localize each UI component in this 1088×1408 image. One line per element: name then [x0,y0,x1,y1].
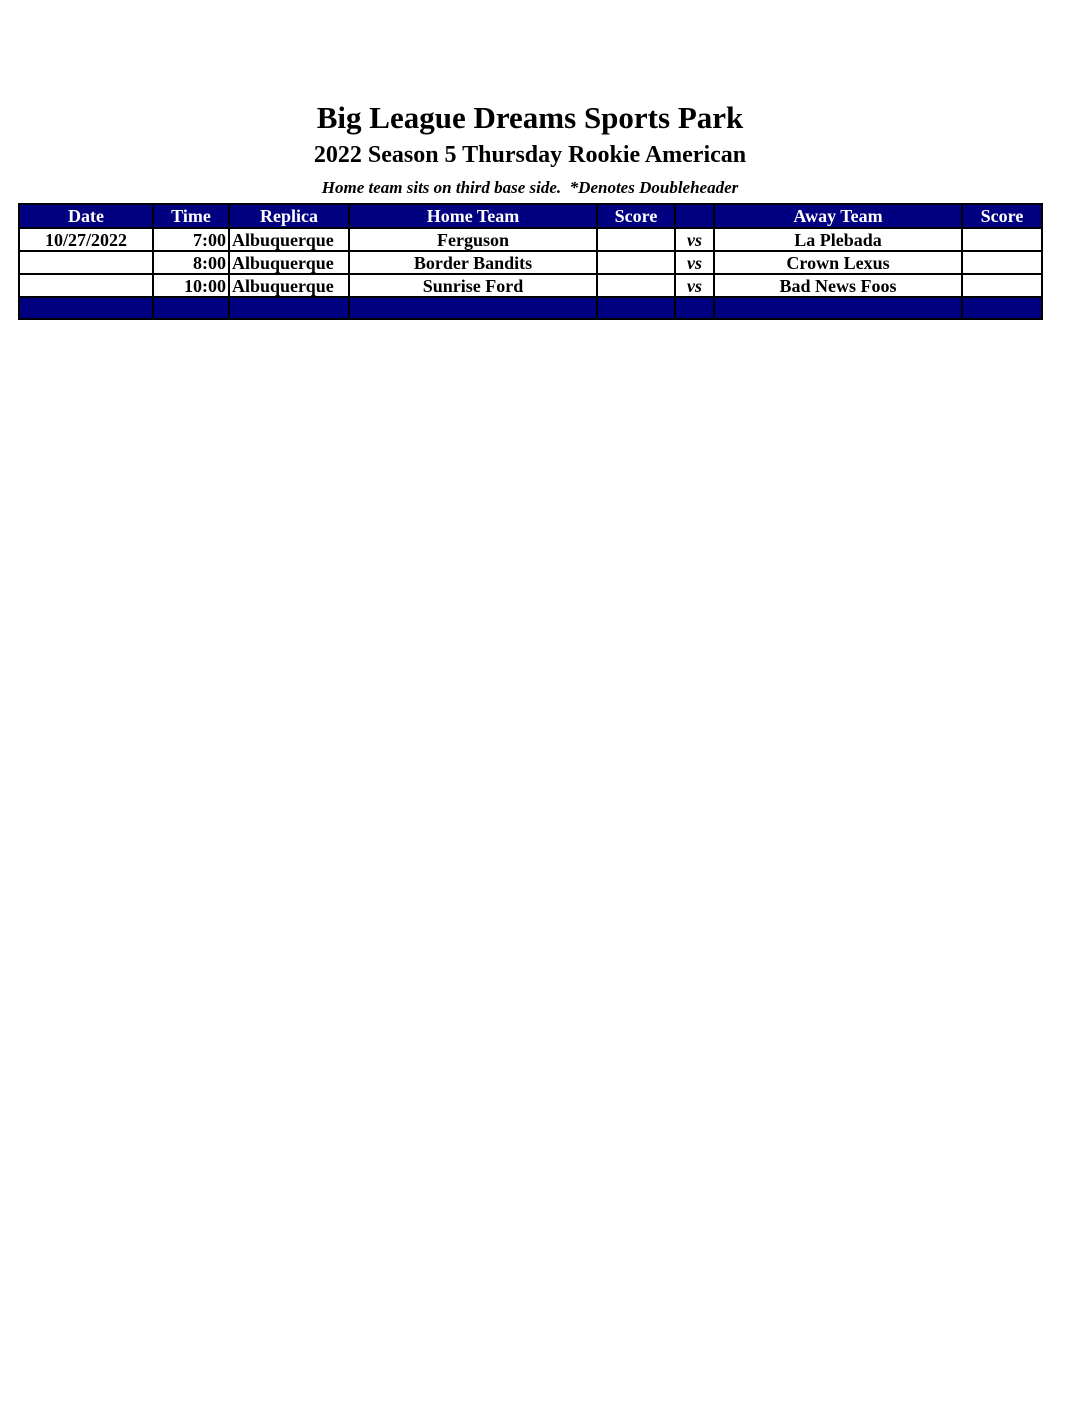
cell-replica: Albuquerque [229,274,349,297]
page-title: Big League Dreams Sports Park [316,100,744,135]
table-row [19,274,1042,297]
cell-away-team: Crown Lexus [714,251,962,274]
cell-vs: vs [675,251,714,274]
cell-home-score [597,228,675,251]
cell-date [19,274,153,297]
cell-time: 10:00 [153,274,229,297]
cell-away-team: Bad News Foos [714,274,962,297]
cell-vs: vs [675,274,714,297]
cell-date [19,251,153,274]
footer-cell [714,297,962,319]
column-header-away-team: Away Team [714,204,962,228]
cell-replica: Albuquerque [229,228,349,251]
schedule-table [18,203,1043,320]
footer-cell [675,297,714,319]
cell-away-team: La Plebada [714,228,962,251]
column-header-home-score: Score [597,204,675,228]
cell-date: 10/27/2022 [19,228,153,251]
footer-cell [153,297,229,319]
table-row [19,228,1042,251]
cell-away-score [962,251,1042,274]
schedule-note: Home team sits on third base side. *Denotes Doubleheader [321,178,739,197]
page-subtitle: 2022 Season 5 Thursday Rookie American [313,142,747,168]
cell-away-score [962,228,1042,251]
column-header-time: Time [153,204,229,228]
table-footer-row [19,297,1042,319]
cell-home-team: Border Bandits [349,251,597,274]
column-header-date: Date [19,204,153,228]
cell-away-score [962,274,1042,297]
cell-replica: Albuquerque [229,251,349,274]
cell-home-team: Ferguson [349,228,597,251]
footer-cell [349,297,597,319]
footer-cell [597,297,675,319]
cell-vs: vs [675,228,714,251]
cell-home-team: Sunrise Ford [349,274,597,297]
cell-home-score [597,251,675,274]
cell-home-score [597,274,675,297]
footer-cell [229,297,349,319]
footer-cell [962,297,1042,319]
column-header-replica: Replica [229,204,349,228]
column-header-home-team: Home Team [349,204,597,228]
table-header-row [19,204,1042,228]
column-header-vs [675,204,714,228]
table-row [19,251,1042,274]
cell-time: 7:00 [153,228,229,251]
footer-cell [19,297,153,319]
column-header-away-score: Score [962,204,1042,228]
cell-time: 8:00 [153,251,229,274]
